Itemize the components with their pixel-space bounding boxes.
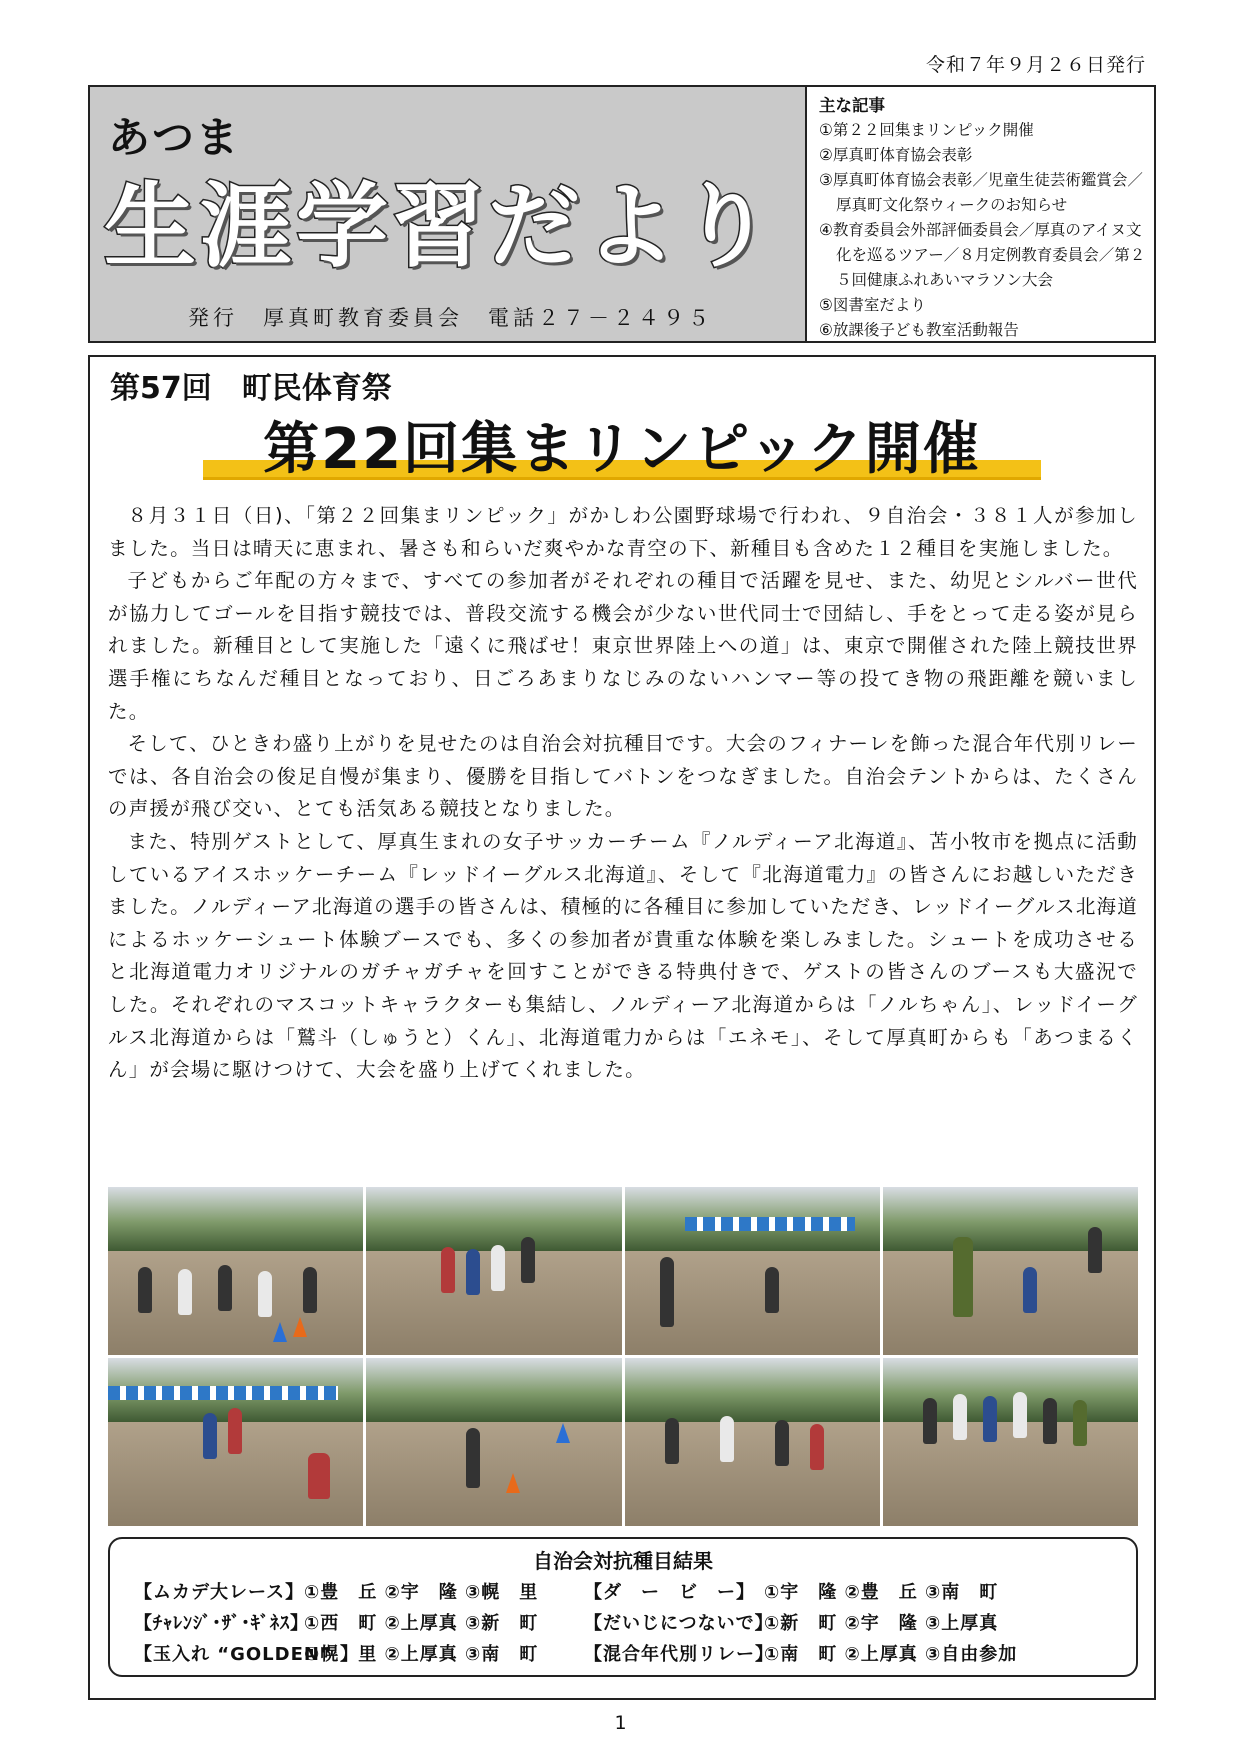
person-figure <box>203 1413 217 1459</box>
results-event: 【混合年代別リレー】 <box>584 1644 774 1665</box>
event-photo <box>883 1187 1138 1355</box>
article <box>88 355 1156 1700</box>
results-title: 自治会対抗種目結果 <box>533 1549 713 1573</box>
person-figure <box>466 1249 480 1295</box>
person-figure <box>810 1424 824 1470</box>
person-figure <box>1073 1400 1087 1446</box>
article-paragraph: また、特別ゲストとして、厚真生まれの女子サッカーチーム『ノルディーア北海道』、苫小牧市を拠点に活動しているアイスホッケーチーム『レッドイーグルス北海道』、そして『北海道電力』の皆さんにお越しいただきました。ノルディーア北海道の選手の皆さんは、積極的に各種目に参加していただき、レッドイーグルス北海道によるホッケーシュート体験ブースでも、多くの参加者が貴重な体験を楽しみました。シュートを成功させると北海道電力オリジナルのガチャガチャを回すことができる特典付きで、ゲストの皆さんのブースも大盛況でした。それぞれのマスコットキャラクターも集結し、ノルディーア北海道からは「ノルちゃん」、レッドイーグルス北海道からは「鷲斗（しゅうと）くん」、北海道電力からは「エネモ」、そして厚真町からも「あつまるくん」が会場に駆けつけて、大会を盛り上げてくれました。 <box>108 829 1138 1082</box>
results-grid <box>134 1579 1094 1669</box>
article-paragraph: そして、ひときわ盛り上がりを見せたのは自治会対抗種目です。大会のフィナーレを飾った混合年代別リレーでは、各自治会の俊足自慢が集まり、優勝を目指してバトンをつなぎました。自治会テントからは、たくさんの声援が飛び交い、とても活気ある競技となりました。 <box>108 732 1138 821</box>
person-figure <box>953 1237 973 1317</box>
article-paragraph: 子どもからご年配の方々まで、すべての参加者がそれぞれの種目で活躍を見せ、また、幼児とシルバー世代が協力してゴールを目指す競技では、普段交流する機会が少ない世代同士で団結し、手をとって走る姿が見られました。新種目として実施した「遠くに飛ばせ！東京世界陸上への道」は、東京で開催された陸上競技世界選手権にちなんだ種目となっており、日ごろあまりなじみのないハンマー等の投てき物の飛距離を競いました。 <box>108 569 1138 723</box>
results-ranking: ①西 町 ②上厚真 ③新 町 <box>304 1613 539 1634</box>
event-photo <box>625 1187 880 1355</box>
person-figure <box>491 1245 505 1291</box>
toc-item: ④教育委員会外部評価委員会／厚真のアイヌ文化を巡るツアー／８月定例教育委員会／第２５回健康ふれあいマラソン大会 <box>819 221 1146 289</box>
person-figure <box>178 1269 192 1315</box>
person-figure <box>218 1265 232 1311</box>
event-photo <box>366 1187 621 1355</box>
person-figure <box>228 1408 242 1454</box>
person-figure <box>775 1420 789 1466</box>
results-event: 【ﾁｬﾚﾝｼﾞ･ｻﾞ･ｷﾞﾈｽ】 <box>134 1613 309 1634</box>
person-figure <box>1023 1267 1037 1313</box>
results-ranking: ①幌 里 ②上厚真 ③南 町 <box>304 1644 539 1665</box>
event-photo <box>625 1358 880 1526</box>
newsletter-title: 生涯学習だより <box>104 173 777 280</box>
toc-item: ③厚真町体育協会表彰／児童生徒芸術鑑賞会／厚真町文化祭ウィークのお知らせ <box>819 171 1143 214</box>
results-ranking: ①新 町 ②宇 隆 ③上厚真 <box>764 1613 999 1634</box>
toc-item: ⑥放課後子ども教室活動報告 <box>819 321 1019 339</box>
cone-icon <box>506 1473 520 1493</box>
toc-item: ②厚真町体育協会表彰 <box>819 146 973 164</box>
results-event: 【玉入れ “GOLDEN” 】 <box>134 1644 360 1665</box>
person-figure <box>138 1267 152 1313</box>
person-figure <box>1043 1398 1057 1444</box>
article-headline: 第22回集まリンピック開催 <box>263 417 981 482</box>
person-figure <box>1088 1227 1102 1273</box>
cone-icon <box>293 1317 307 1337</box>
person-figure <box>441 1247 455 1293</box>
person-figure <box>466 1428 480 1488</box>
results-ranking: ①宇 隆 ②豊 丘 ③南 町 <box>764 1582 999 1603</box>
tent-row <box>685 1217 855 1231</box>
results-ranking: ①豊 丘 ②宇 隆 ③幌 里 <box>304 1582 539 1603</box>
results-event: 【ムカデ大レース】 <box>134 1582 305 1603</box>
event-photo <box>108 1358 363 1526</box>
newsletter-subtitle: あつま <box>108 113 241 162</box>
title-box <box>90 87 807 341</box>
person-figure <box>953 1394 967 1440</box>
event-photo <box>883 1358 1138 1526</box>
person-figure <box>765 1267 779 1313</box>
person-figure <box>923 1398 937 1444</box>
article-paragraph: ８月３１日（日)、「第２２回集まリンピック」がかしわ公園野球場で行われ、９自治会・３８１人が参加しました。当日は晴天に恵まれ、暑さも和らいだ爽やかな青空の下、新種目も含めた１２種目を実施しました。 <box>108 504 1138 560</box>
publisher-line: 発行 厚真町教育委員会 電話２７－２４９５ <box>188 306 713 330</box>
person-figure <box>1013 1392 1027 1438</box>
tent-row <box>108 1386 338 1400</box>
toc-heading: 主な記事 <box>819 96 885 115</box>
results-ranking: ①南 町 ②上厚真 ③自由参加 <box>764 1644 1018 1665</box>
results-event: 【ダ ー ビ ー】 <box>584 1582 755 1603</box>
person-figure <box>660 1257 674 1327</box>
photo-grid <box>108 1187 1138 1526</box>
person-figure <box>521 1237 535 1283</box>
toc-item: ⑤図書室だより <box>819 296 926 314</box>
person-figure <box>983 1396 997 1442</box>
person-figure <box>665 1418 679 1464</box>
person-figure <box>258 1271 272 1317</box>
person-figure <box>720 1416 734 1462</box>
event-photo <box>108 1187 363 1355</box>
article-kicker: 第57回 町民体育祭 <box>110 371 392 406</box>
cone-icon <box>556 1423 570 1443</box>
cone-icon <box>273 1322 287 1342</box>
page-number: 1 <box>614 1712 627 1734</box>
event-photo <box>366 1358 621 1526</box>
person-figure <box>308 1453 330 1499</box>
toc-item: ①第２２回集まリンピック開催 <box>819 121 1034 139</box>
person-figure <box>303 1267 317 1313</box>
article-body <box>108 500 1138 1087</box>
results-event: 【だいじにつないで】 <box>584 1613 774 1634</box>
issue-date: 令和７年９月２６日発行 <box>925 54 1146 76</box>
table-of-contents <box>807 87 1154 341</box>
masthead <box>88 85 1156 343</box>
results-box <box>108 1537 1138 1677</box>
